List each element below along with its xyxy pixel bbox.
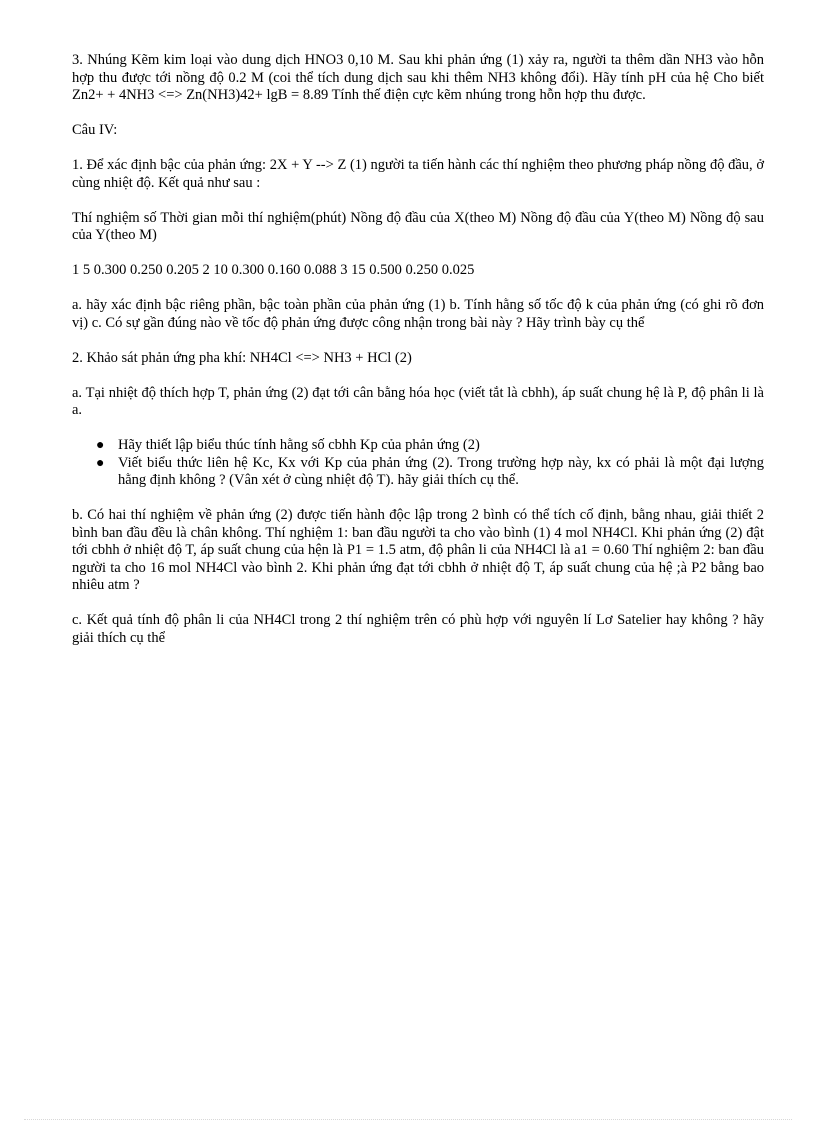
bullet-icon: ● xyxy=(96,438,105,453)
paragraph-question-2: 2. Khảo sát phản ứng pha khí: NH4Cl <=> NH3 + HCl (2) xyxy=(72,349,412,366)
paragraph-table-header: Thí nghiệm số Thời gian mỗi thí nghiệm(phút) Nồng độ đầu của X(theo M) Nồng độ đầu của Y(theo M) Nồng độ sau của Y(theo M) xyxy=(72,209,764,243)
document-body xyxy=(72,52,764,665)
page-bottom-divider xyxy=(24,1119,792,1120)
paragraph-part-c: c. Kết quả tính độ phân li của NH4Cl trong 2 thí nghiệm trên có phù hợp với nguyên lí Lơ Satelier hay không ? hãy giải thích cụ thể xyxy=(72,612,764,646)
bullet-list xyxy=(72,437,764,490)
paragraph-part-a: a. Tại nhiệt độ thích hợp T, phản ứng (2) đạt tới cân bằng hóa học (viết tắt là cbhh), áp suất chung hệ là P, độ phân li là a. xyxy=(72,384,764,418)
paragraph-question-1: 1. Để xác định bậc của phản ứng: 2X + Y --> Z (1) người ta tiến hành các thí nghiệm theo phương pháp nồng độ đầu, ở cùng nhiệt độ. Kết quả như sau : xyxy=(72,157,764,191)
list-item-text: Viết biểu thức liên hệ Kc, Kx với Kp của phản ứng (2). Trong trường hợp này, kx có phải là một đại lượng hằng định không ? (Vân xét ở cùng nhiệt độ T). hãy giải thích cụ thể. xyxy=(118,454,764,488)
list-item-text: Hãy thiết lập biểu thúc tính hằng số cbhh Kp của phản ứng (2) xyxy=(118,437,480,453)
paragraph-table-values: 1 5 0.300 0.250 0.205 2 10 0.300 0.160 0.088 3 15 0.500 0.250 0.025 xyxy=(72,262,475,278)
paragraph-subquestions-abc: a. hãy xác định bậc riêng phần, bậc toàn phần của phản ứng (1) b. Tính hằng số tốc độ k của phản ứng (có ghi rõ đơn vị) c. Có sự gần đúng nào về tốc độ phản ứng được công nhận trong bài này ? Hãy trình bày cụ thể xyxy=(72,297,764,331)
section-heading-cau-iv: Câu IV: xyxy=(72,122,118,138)
paragraph-part-b: b. Có hai thí nghiệm về phản ứng (2) được tiến hành độc lập trong 2 bình có thể tích cố định, bằng nhau, giải thiết 2 bình ban đầu đều là chân không. Thí nghiệm 1: ban đầu người ta cho vào bình (1) 4 mol NH4Cl. Khi phản ứng (2) đật tới cbhh ở nhiệt độ T, áp suất chung của hện là P1 = 1.5 atm, độ phân li của NH4Cl là a1 = 0.60 Thí nghiệm 2: ban đầu người ta cho 16 mol NH4Cl vào bình 2. Khi phản ứng đạt tới cbhh ở nhiệt độ T, áp suất chung của hệ ;à P2 bằng bao nhiêu atm ? xyxy=(72,507,764,593)
bullet-icon: ● xyxy=(96,455,105,471)
list-item xyxy=(96,454,764,490)
paragraph-question-3: 3. Nhúng Kẽm kim loại vào dung dịch HNO3 0,10 M. Sau khi phản ứng (1) xảy ra, người ta thêm dần NH3 vào hỗn hợp thu được tới nồng độ 0.2 M (coi thể tích dung dịch sau khi thêm NH3 không đổi). Hãy tính pH của hệ Cho biết Zn2+ + 4NH3 <=> Zn(NH3)42+ lgB = 8.89 Tính thế điện cực kẽm nhúng trong hỗn hợp thu được. xyxy=(72,52,764,103)
list-item xyxy=(96,437,764,455)
